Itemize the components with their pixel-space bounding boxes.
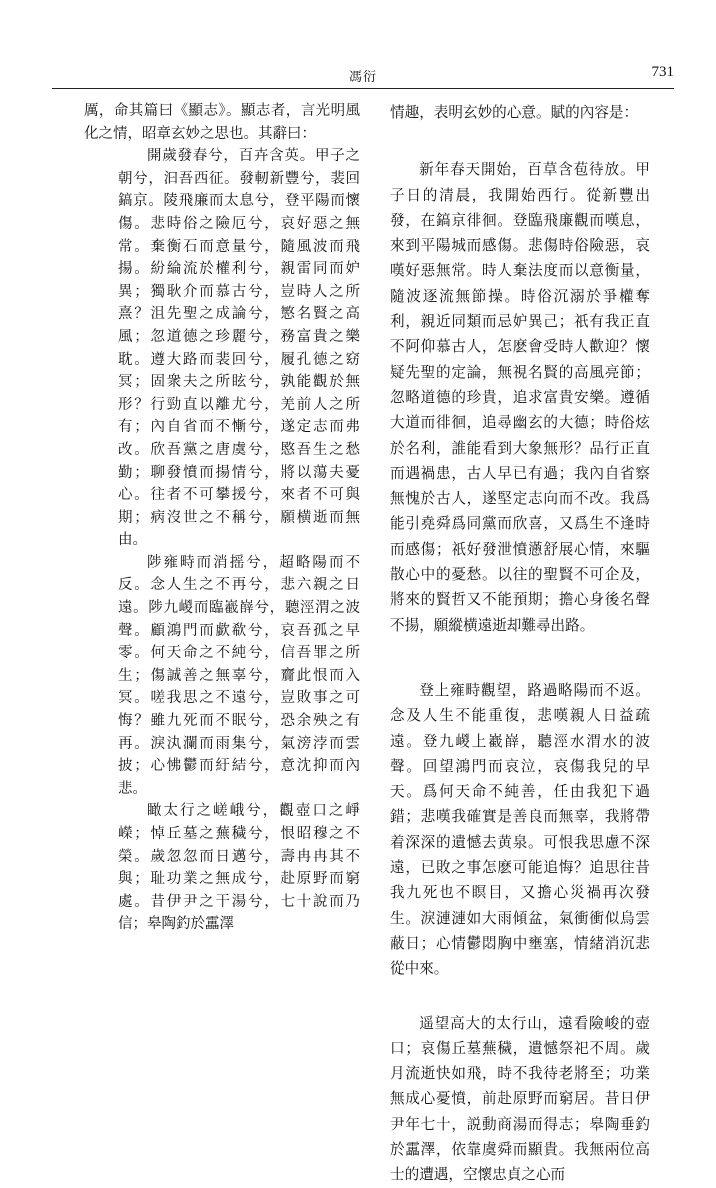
translation-paragraph-2: 登上雍畤觀望，路過略陽而不返。念及人生不能重復，悲嘆親人日益疏遠。登九嵕上嶻嶭，聽涇水渭水的波聲。回望鴻門而哀泣，哀傷我兒的早天。爲何天命不純善，任由我犯下過錯；悲嘆我確實是善良而無辜，我將帶着深深的遺憾去黄泉。可恨我思慮不深遠，已敗之事怎麽可能追悔？追思往昔我九死也不瞑目，又擔心災禍再次發生。淚漣漣如大雨傾盆，氣衝衝似烏雲蔽日；心情鬱悶胸中壅塞，情緒消沉悲從中來。 [390, 681, 650, 978]
translation-paragraph-3: 遥望高大的太行山，遠看險峻的壺口；哀傷丘墓蕪穢，遺憾祭祀不周。歲月流逝快如飛，時不我待老將至；功業無成心憂憤，前赴原野而窮居。昔日伊尹年七十，説動商湯而得志；皋陶垂釣於靁澤，依靠虞舜而顯貴。我無兩位高士的遭遇，空懷忠貞之心而 [390, 1014, 650, 1184]
original-text-column [84, 100, 360, 936]
translation-intro: 情趣，表明玄妙的心意。賦的內容是： [390, 104, 639, 121]
running-title: 馮衍 [348, 70, 377, 85]
verse-stanza-2: 陟雍畤而消摇兮，超略陽而不反。念人生之不再兮，悲六親之日遠。陟九嵕而臨嶻嶭兮，聽涇渭之波聲。顧鴻門而歔欷兮，哀吾孤之早零。何天命之不純兮，信吾罪之所生；傷誠善之無辜兮，齎此恨而入冥。嗟我思之不遠兮，豈敗事之可悔？雖九死而不眠兮，恐余殃之有再。淚汍瀾而雨集兮，氣滂浡而雲披；心怫鬱而紆結兮，意沈抑而內悲。 [118, 554, 360, 797]
verse-stanza-1: 開歲發春兮，百卉含英。甲子之朝兮，汩吾西征。發軔新豐兮，裴回鎬京。陵飛廉而太息兮，登平陽而懷傷。悲時俗之險厄兮，哀好惡之無常。棄衡石而意量兮，隨風波而飛揚。紛綸流於權利兮，親雷同而妒異；獨耿介而慕古兮，豈時人之所熹？沮先聖之成論兮，慜名賢之高風；忽道德之珍麗兮，務富貴之樂耽。遵大路而裴回兮，履孔德之窈冥；固衆夫之所眩兮，孰能觀於無形？行勁直以離尤兮，羌前人之所有；內自省而不慚兮，遂定志而弗改。欣吾黨之唐虞兮，愍吾生之愁勤；聊發憤而揚情兮，將以蕩夫憂心。往者不可攀援兮，來者不可與期；病沒世之不稱兮，願横逝而無由。 [118, 148, 360, 549]
translation-paragraph-1: 新年春天開始，百草含苞待放。甲子日的清晨，我開始西行。從新豐出發，在鎬京徘徊。登臨飛廉觀而嘆息，來到平陽城而感傷。悲傷時俗險惡，哀嘆好惡無常。時人棄法度而以意衡量，隨波逐流無節操。時俗沉溺於爭權奪利，親近同類而忌妒異己；祇有我正直不阿仰慕古人，怎麽會受時人歡迎？懷疑先聖的定論，無視名賢的高風亮節；忽略道德的珍貴，追求富貴安樂。遵循大道而徘徊，追尋幽玄的大德；時俗炫於名利，誰能看到大象無形？品行正直而遇禍患，古人早已有過；我內自省察無愧於古人，遂堅定志向而不改。我爲能引堯舜爲同黨而欣喜，又爲生不逢時而感傷；祇好發泄憤懣舒展心情，來驅散心中的憂愁。以往的聖賢不可企及，將來的賢哲又不能預期；擔心身後名聲不揚，願縱横遠逝却難尋出路。 [390, 161, 650, 634]
translation-column [390, 100, 650, 1188]
preface-text: 厲，命其篇曰《顯志》。顯志者，言光明風化之情，昭章玄妙之思也。其辭曰： [84, 103, 360, 142]
page-number: 731 [651, 64, 674, 80]
header-rule [52, 88, 674, 89]
verse-stanza-3: 瞰太行之嵯峨兮，觀壺口之崢嶸；悼丘墓之蕪穢兮，恨昭穆之不榮。歲忽忽而日邁兮，壽冉冉其不與；耻功業之無成兮，赴原野而窮處。昔伊尹之干湯兮，七十說而乃信；皋陶釣於靁澤 [118, 803, 360, 933]
page-header [52, 62, 674, 88]
